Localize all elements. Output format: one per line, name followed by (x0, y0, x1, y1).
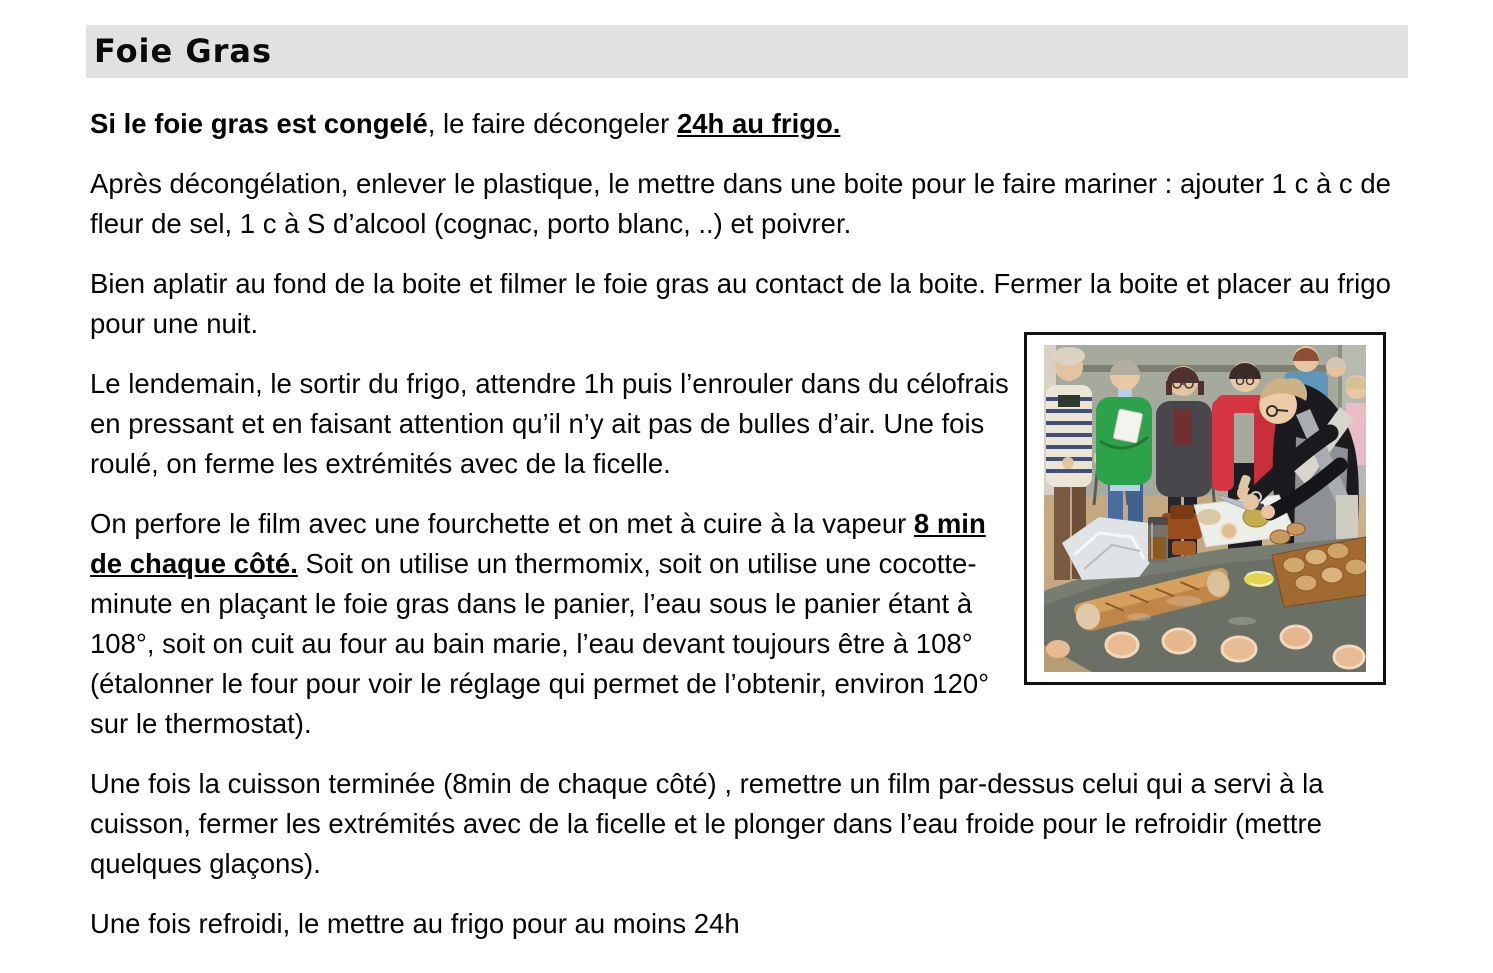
person-gray-bob (1326, 357, 1346, 377)
document-title: Foie Gras (94, 32, 273, 70)
document-content (90, 104, 1410, 944)
paragraph-store (90, 904, 1410, 944)
document-page (0, 25, 1493, 973)
text-segment: Soit on utilise un thermomix, soit on utilise une cocotte-minute en plaçant le foie gras dans le panier, l’eau sous le panier étant à 108°, soit on cuit au four au bain marie, l’eau devant toujours être à 108° (étalonner le four pour voir le réglage qui permet de l’obtenir, environ 120° sur le thermostat). (90, 548, 990, 739)
text-segment: Une fois refroidi, le mettre au frigo pour au moins 24h (90, 908, 740, 939)
text-segment: Après décongélation, enlever le plastique, le mettre dans une boite pour le faire mariner : ajouter 1 c à c de fleur de sel, 1 c à S d’alcool (cognac, porto blanc, ..) et poivrer. (90, 168, 1391, 239)
text-segment: Une fois la cuisson terminée (8min de chaque côté) , remettre un film par-dessus celui qui a servi à la cuisson, fermer les extrémités avec de la ficelle et le plonger dans l’eau froide pour le refroidir (mettre quelques glaçons). (90, 768, 1324, 879)
text-segment: Si le foie gras est congelé (90, 108, 428, 139)
text-segment: 24h au frigo. (676, 108, 841, 139)
text-segment: Bien aplatir au fond de la boite et filmer le foie gras au contact de la boite. Fermer la boite et placer au frigo pour une nuit. (90, 268, 1391, 339)
spice-jar (1148, 517, 1168, 563)
cooking-photo-illustration (1044, 345, 1366, 672)
text-segment: On perfore le film avec une fourchette et on met à cuire à la vapeur (90, 508, 914, 539)
paragraph-defrost (90, 104, 1410, 144)
paragraph-marinade (90, 164, 1410, 244)
text-segment: , le faire décongeler (427, 108, 677, 139)
paragraph-cool (90, 764, 1410, 884)
title-bar (86, 25, 1408, 78)
text-segment: Le lendemain, le sortir du frigo, attendre 1h puis l’enrouler dans du célofrais en pressant et en faisant attention qu’il n’y ait pas de bulles d’air. Une fois roulé, on ferme les extrémités avec de la ficelle. (90, 368, 1009, 479)
photo-cooking-workshop (1024, 332, 1386, 685)
text-segment: 8 min de chaque côté. (90, 508, 986, 579)
fat-shreds (1244, 571, 1274, 587)
